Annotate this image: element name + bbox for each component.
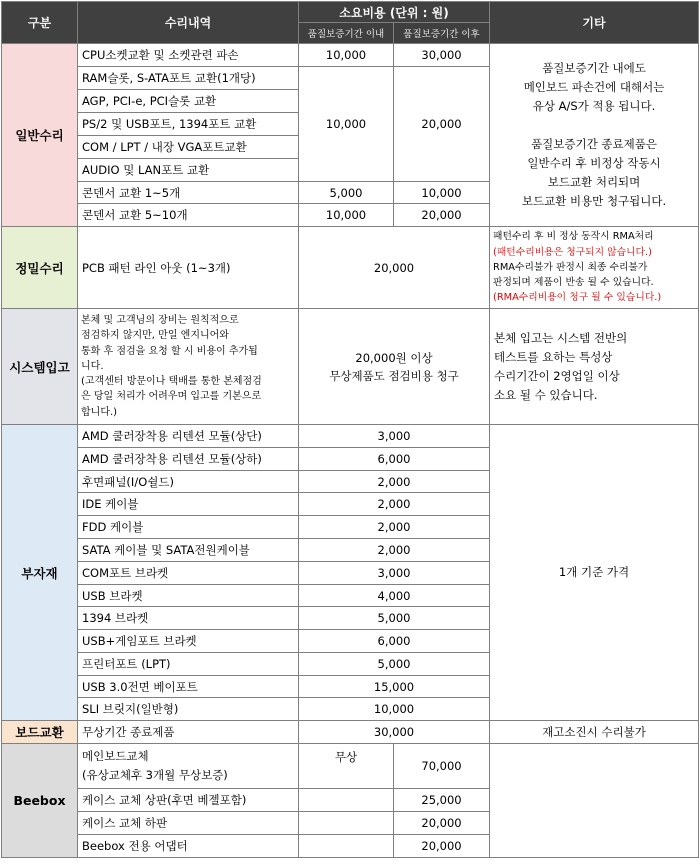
note-line: 소요 될 수 있습니다. <box>494 387 598 402</box>
cost-within: 5,000 <box>299 182 394 204</box>
board-item: 무상기간 종료제품 <box>78 721 299 744</box>
parts-cost: 3,000 <box>299 425 490 448</box>
cost-within: 10,000 <box>299 67 394 182</box>
beebox-mainboard <box>78 744 299 789</box>
item-line: (유상교체후 3개월 무상보증) <box>82 768 228 782</box>
parts-item: 후면패널(I/O쉴드) <box>78 471 299 493</box>
parts-item: 1394 브라켓 <box>78 607 299 630</box>
category-precision: 정밀수리 <box>2 227 78 309</box>
note-line: 품질보증기간 내에도 <box>542 61 646 75</box>
header-category: 구분 <box>2 2 78 44</box>
cost-after: 20,000 <box>394 67 490 182</box>
category-system: 시스템입고 <box>2 309 78 425</box>
note-line: 일반수리 후 비정상 작동시 <box>527 156 661 170</box>
desc-line: 본체 및 고객님의 장비는 원칙적으로 <box>81 315 239 327</box>
note-line: 메인보드 파손건에 대해서는 <box>523 80 665 94</box>
note-line: 품질보증기간 종료제품은 <box>531 137 657 151</box>
parts-item: USB 3.0전면 베이포트 <box>78 676 299 698</box>
precision-note <box>490 227 699 309</box>
beebox-empty-cell <box>299 789 394 812</box>
parts-cost: 15,000 <box>299 676 490 698</box>
category-parts: 부자재 <box>2 425 78 721</box>
parts-cost: 2,000 <box>299 516 490 539</box>
parts-cost: 4,000 <box>299 585 490 607</box>
general-item: AUDIO 및 LAN포트 교환 <box>78 159 299 182</box>
cost-within: 10,000 <box>299 204 394 227</box>
parts-cost: 2,000 <box>299 539 490 562</box>
general-item: CPU소켓교환 및 소켓관련 파손 <box>78 44 299 67</box>
header-after-warranty: 품질보증기간 이후 <box>394 23 490 44</box>
parts-item: USB 브라켓 <box>78 585 299 607</box>
parts-item: IDE 케이블 <box>78 493 299 516</box>
system-cost <box>299 309 490 425</box>
desc-line: 합니다.) <box>81 406 118 418</box>
parts-cost: 2,000 <box>299 471 490 493</box>
category-general: 일반수리 <box>2 44 78 227</box>
beebox-main-within: 무상 <box>299 744 394 789</box>
general-note <box>490 44 699 227</box>
system-note <box>490 309 699 425</box>
note-line: 보드교환 비용만 청구됩니다. <box>521 194 667 208</box>
cost-after: 10,000 <box>394 182 490 204</box>
beebox-cost: 20,000 <box>394 812 490 835</box>
general-item: 콘덴서 교환 1~5개 <box>78 182 299 204</box>
cost-line: 20,000원 이상 <box>355 350 433 365</box>
board-note: 재고소진시 수리불가 <box>490 721 699 744</box>
note-line: 수리기간이 2영업일 이상 <box>494 368 620 383</box>
parts-cost: 5,000 <box>299 653 490 676</box>
note-line: 패턴수리 후 비 정상 동작시 RMA처리 <box>493 231 654 243</box>
beebox-cost: 20,000 <box>394 835 490 858</box>
parts-note: 1개 기준 가격 <box>490 425 699 721</box>
parts-item: USB+게임포트 브라켓 <box>78 630 299 653</box>
board-cost: 30,000 <box>299 721 490 744</box>
note-line: 유상 A/S가 적용 됩니다. <box>532 99 656 113</box>
desc-line: 통화 후 점검을 요청 할 시 비용이 추가됩 <box>81 345 258 357</box>
parts-cost: 3,000 <box>299 562 490 585</box>
parts-cost: 5,000 <box>299 607 490 630</box>
beebox-item: Beebox 전용 어댑터 <box>78 835 299 858</box>
category-beebox: Beebox <box>2 744 78 858</box>
beebox-cost: 25,000 <box>394 789 490 812</box>
header-within-warranty: 품질보증기간 이내 <box>299 23 394 44</box>
cost-after: 20,000 <box>394 204 490 227</box>
item-line: 메인보드교체 <box>82 749 149 763</box>
header-etc: 기타 <box>490 2 699 44</box>
general-item: RAM슬롯, S-ATA포트 교환(1개당) <box>78 67 299 90</box>
parts-cost: 10,000 <box>299 698 490 721</box>
precision-cost: 20,000 <box>299 227 490 309</box>
parts-cost: 6,000 <box>299 448 490 471</box>
beebox-note-empty <box>490 744 699 858</box>
desc-line: 점검하지 않지만, 만일 엔지니어와 <box>81 330 229 342</box>
beebox-item: 케이스 교체 상판(후면 베젤포함) <box>78 789 299 812</box>
general-item: 콘덴서 교환 5~10개 <box>78 204 299 227</box>
beebox-empty-cell <box>299 812 394 835</box>
header-repair-details: 수리내역 <box>78 2 299 44</box>
note-line: 테스트를 요하는 특성상 <box>494 349 613 364</box>
parts-item: SLI 브릿지(일반형) <box>78 698 299 721</box>
parts-item: FDD 케이블 <box>78 516 299 539</box>
note-line-red: (패턴수리비용은 청구되지 않습니다.) <box>493 246 652 258</box>
note-line: 본체 입고는 시스템 전반의 <box>494 330 628 345</box>
parts-cost: 6,000 <box>299 630 490 653</box>
parts-item: SATA 케이블 및 SATA전원케이블 <box>78 539 299 562</box>
desc-line: (고객센터 방문이나 택배를 통한 본체점검 <box>81 376 262 388</box>
note-spacer <box>490 116 698 135</box>
desc-line: 은 당일 처리가 어려우며 입고를 기본으로 <box>81 391 262 403</box>
beebox-main-after: 70,000 <box>394 744 490 789</box>
parts-item: 프린터포트 (LPT) <box>78 653 299 676</box>
precision-item: PCB 패턴 라인 아웃 (1~3개) <box>78 227 299 309</box>
cost-line: 무상제품도 점검비용 청구 <box>329 368 459 383</box>
beebox-empty-cell <box>299 835 394 858</box>
header-cost: 소요비용 (단위 : 원) <box>299 2 490 23</box>
parts-item: AMD 쿨러장착용 리텐션 모듈(상단) <box>78 425 299 448</box>
note-line: 판정되며 제품이 반송 될 수 있습니다. <box>493 277 654 289</box>
general-item: AGP, PCI-e, PCI슬롯 교환 <box>78 90 299 113</box>
cost-within: 10,000 <box>299 44 394 67</box>
note-line: 보드교환 처리되며 <box>547 175 641 189</box>
system-description <box>78 309 299 425</box>
category-board: 보드교환 <box>2 721 78 744</box>
note-line-red: (RMA수리비용이 청구 될 수 있습니다.) <box>493 292 662 304</box>
desc-line: 니다. <box>81 360 104 372</box>
cost-after: 30,000 <box>394 44 490 67</box>
beebox-item: 케이스 교체 하판 <box>78 812 299 835</box>
parts-item: AMD 쿨러장착용 리텐션 모듈(상하) <box>78 448 299 471</box>
repair-price-table <box>1 1 699 858</box>
general-item: PS/2 및 USB포트, 1394포트 교환 <box>78 113 299 136</box>
parts-cost: 2,000 <box>299 493 490 516</box>
general-item: COM / LPT / 내장 VGA포트교환 <box>78 136 299 159</box>
parts-item: COM포트 브라켓 <box>78 562 299 585</box>
note-line: RMA수리불가 판정시 최종 수리불가 <box>493 261 648 273</box>
